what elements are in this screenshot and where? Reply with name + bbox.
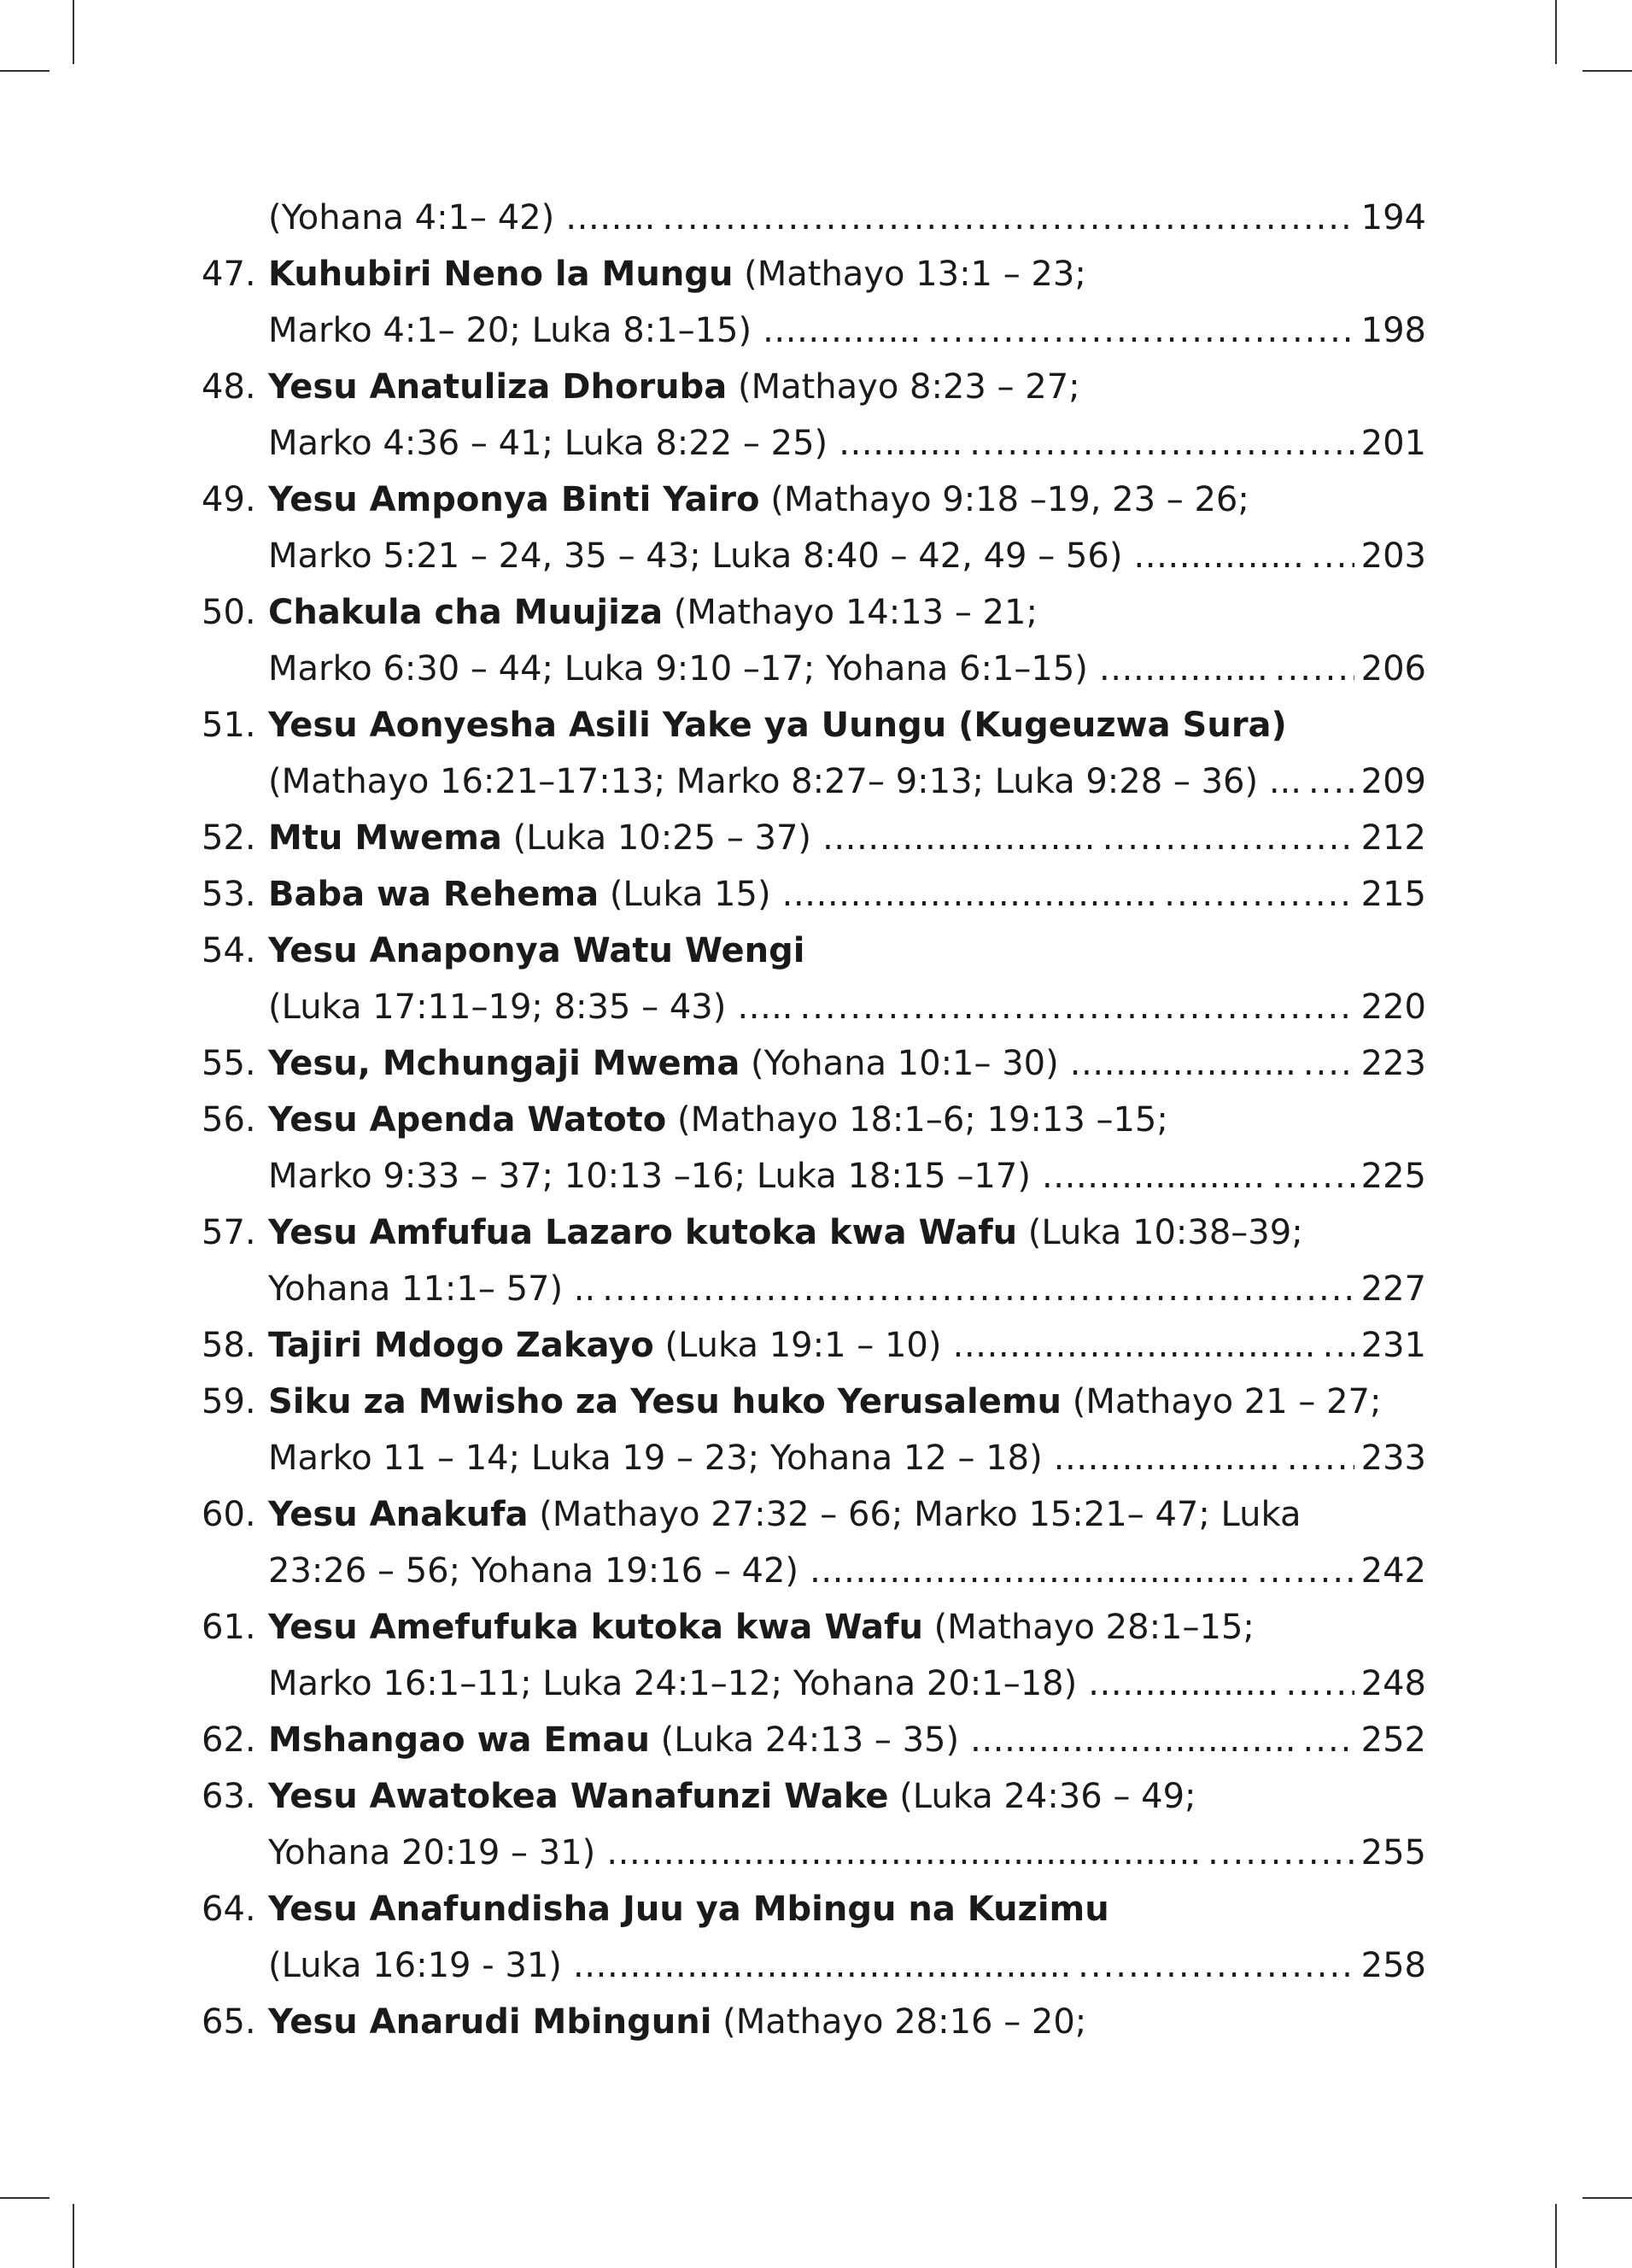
entry-number: 58. (202, 1326, 256, 1365)
leader-dots (1164, 866, 1354, 923)
entry-reference: (Luka 10:38–39; (1017, 1213, 1303, 1252)
entry-title: Yesu Anarudi Mbinguni (268, 2002, 712, 2042)
toc-entry-continuation (202, 1430, 1426, 1486)
toc-entry-heading (202, 584, 1426, 641)
entry-title: Yesu, Mchungaji Mwema (268, 1044, 740, 1083)
toc-entry-continuation (202, 190, 1426, 246)
entry-reference: (Luka 10:25 – 37) …………………… (501, 818, 1096, 858)
entry-reference: (Luka 17:11–19; 8:35 – 43) ….. (268, 987, 793, 1027)
entry-number: 54. (202, 931, 256, 970)
entry-reference: (Mathayo 8:23 – 27; (727, 367, 1080, 407)
toc-entry-main (202, 866, 1157, 923)
leader-dots (1272, 1148, 1354, 1204)
entry-number: 57. (202, 1213, 256, 1252)
crop-mark-top-left-h (0, 70, 50, 72)
toc-entry-heading (202, 359, 1426, 415)
entry-title: Chakula cha Muujiza (268, 593, 664, 632)
entry-reference: Marko 4:1– 20; Luka 8:1–15) ………….. (268, 311, 921, 350)
entry-reference: Marko 11 – 14; Luka 19 – 23; Yohana 12 – 18) ……………….. (268, 1439, 1280, 1478)
toc-entry-main (202, 810, 1096, 866)
entry-title: Yesu Amponya Binti Yairo (268, 480, 760, 519)
toc-entry-main (202, 1712, 1296, 1768)
entry-reference: (Mathayo 21 – 27; (1062, 1382, 1382, 1421)
toc-entry-main (202, 1768, 1196, 1825)
entry-title: Yesu Anakufa (268, 1495, 529, 1534)
page-number: 203 (1360, 536, 1426, 576)
page-number: 231 (1360, 1326, 1426, 1365)
toc-entry-main (202, 1881, 1109, 1937)
entry-reference: (Mathayo 9:18 –19, 23 – 26; (759, 480, 1249, 519)
entry-title: Kuhubiri Neno la Mungu (268, 255, 734, 294)
toc-entry-heading (202, 1486, 1426, 1543)
entry-reference: (Yohana 10:1– 30) ……………….. (740, 1044, 1296, 1083)
toc-entry-heading (202, 1768, 1426, 1825)
entry-reference: (Yohana 4:1– 42) …….. (268, 198, 656, 237)
toc-entry-main (202, 1035, 1296, 1092)
entry-number: 55. (202, 1044, 256, 1083)
toc-entry-continuation (202, 415, 1426, 472)
page-number: 252 (1360, 1720, 1426, 1760)
page-number: 255 (1360, 1833, 1426, 1872)
leader-dots (662, 190, 1354, 246)
leader-dots (1078, 1937, 1354, 1994)
leader-dots (1323, 1317, 1354, 1374)
toc-entry-heading (202, 1317, 1426, 1374)
entry-title: Baba wa Rehema (268, 875, 600, 914)
entry-reference: Marko 5:21 – 24, 35 – 43; Luka 8:40 – 42, 49 – 56) …………… (268, 536, 1305, 576)
toc-entry-continuation (202, 302, 1426, 359)
toc-entry-heading (202, 1599, 1426, 1656)
page-number: 209 (1360, 762, 1426, 801)
toc-entry-continuation (202, 1825, 1426, 1881)
toc-entry-continuation (202, 1148, 1426, 1204)
entry-reference: (Mathayo 13:1 – 23; (733, 255, 1086, 294)
toc-entry-continuation (202, 1656, 1426, 1712)
entry-reference: (Luka 15) …………………………… (599, 875, 1158, 914)
page-number: 242 (1360, 1551, 1426, 1591)
crop-mark-top-right (1555, 0, 1557, 64)
entry-number: 65. (202, 2002, 256, 2042)
toc-entry-heading (202, 472, 1426, 528)
toc-entry-heading (202, 1374, 1426, 1430)
entry-reference: 23:26 – 56; Yohana 19:16 – 42) ………………………......…… (268, 1551, 1251, 1591)
toc-entry-heading (202, 866, 1426, 923)
page-number: 212 (1360, 818, 1426, 858)
page-number: 198 (1360, 311, 1426, 350)
leader-dots (1257, 1543, 1354, 1599)
toc-entry-main (202, 1092, 1168, 1148)
page-number: 233 (1360, 1439, 1426, 1478)
entry-reference: Marko 4:36 – 41; Luka 8:22 – 25) ……….. (268, 424, 963, 463)
entry-number: 64. (202, 1890, 256, 1929)
entry-reference: (Luka 24:13 – 35) ………………......….. (649, 1720, 1296, 1760)
toc-entry-main (202, 246, 1086, 302)
entry-title: Tajiri Mdogo Zakayo (268, 1326, 654, 1365)
crop-mark-top-right-h (1582, 70, 1632, 72)
entry-number: 50. (202, 593, 256, 632)
toc-entry-continuation (202, 979, 1426, 1035)
toc-entry-main (202, 584, 1038, 641)
leader-dots (800, 979, 1354, 1035)
toc-entry-heading (202, 246, 1426, 302)
entry-reference: (Luka 16:19 - 31) …………………………………..... (268, 1946, 1072, 1985)
crop-mark-bottom-right (1555, 2204, 1557, 2268)
entry-number: 60. (202, 1495, 256, 1534)
entry-reference: (Mathayo 16:21–17:13; Marko 8:27– 9:13; Luka 9:28 – 36) ... (268, 762, 1302, 801)
page-number: 220 (1360, 987, 1426, 1027)
page-number: 227 (1360, 1269, 1426, 1309)
entry-reference: (Mathayo 14:13 – 21; (663, 593, 1038, 632)
toc-entry-heading (202, 1092, 1426, 1148)
crop-mark-bottom-left-h (0, 2197, 50, 2199)
toc-entry-continuation (202, 753, 1426, 810)
toc-entry-main (202, 923, 805, 979)
entry-reference: Yohana 20:19 – 31) ………….……………….............….….. (268, 1833, 1202, 1872)
entry-title: Yesu Aonyesha Asili Yake ya Uungu (Kugeuzwa Sura) (268, 706, 1287, 745)
toc-entry-main (202, 1374, 1381, 1430)
toc-entry-continuation (202, 1261, 1426, 1317)
leader-dots (602, 1261, 1354, 1317)
toc-entry-heading (202, 923, 1426, 979)
entry-title: Yesu Amfufua Lazaro kutoka kwa Wafu (268, 1213, 1018, 1252)
toc-entry-main (202, 1486, 1301, 1543)
entry-number: 53. (202, 875, 256, 914)
entry-reference: (Mathayo 28:1–15; (922, 1608, 1255, 1647)
entry-number: 47. (202, 255, 256, 294)
toc-entry-continuation (202, 1937, 1426, 1994)
toc-entry-heading (202, 697, 1426, 753)
leader-dots (927, 302, 1354, 359)
page-number: 248 (1360, 1664, 1426, 1703)
leader-dots (1208, 1825, 1354, 1881)
toc-entry-main (202, 1204, 1303, 1261)
entry-title: Yesu Apenda Watoto (268, 1100, 667, 1140)
entry-title: Siku za Mwisho za Yesu huko Yerusalemu (268, 1382, 1062, 1421)
entry-title: Yesu Anafundisha Juu ya Mbingu na Kuzimu (268, 1890, 1109, 1929)
toc-entry-heading (202, 1712, 1426, 1768)
toc-entry-heading (202, 1881, 1426, 1937)
entry-reference: (Mathayo 18:1–6; 19:13 –15; (666, 1100, 1168, 1140)
leader-dots (1303, 1712, 1354, 1768)
entry-number: 62. (202, 1720, 256, 1760)
entry-title: Yesu Amefufuka kutoka kwa Wafu (268, 1608, 923, 1647)
leader-dots (1308, 753, 1354, 810)
leader-dots (1311, 528, 1354, 584)
toc-entry-main (202, 1994, 1086, 2050)
entry-title: Mtu Mwema (268, 818, 502, 858)
entry-title: Yesu Anaponya Watu Wengi (268, 931, 805, 970)
entry-number: 52. (202, 818, 256, 858)
leader-dots (1287, 1430, 1354, 1486)
leader-dots (1286, 1656, 1354, 1712)
entry-reference: (Luka 24:36 – 49; (888, 1777, 1196, 1816)
toc-entry-main (202, 697, 1287, 753)
toc-entry-heading (202, 810, 1426, 866)
entry-number: 49. (202, 480, 256, 519)
entry-title: Mshangao wa Emau (268, 1720, 650, 1760)
toc-entry-main (202, 472, 1249, 528)
toc-entry-continuation (202, 641, 1426, 697)
toc-entry-heading (202, 1994, 1426, 2050)
toc-entry-main (202, 359, 1080, 415)
entry-number: 63. (202, 1777, 256, 1816)
entry-number: 59. (202, 1382, 256, 1421)
page-number: 201 (1360, 424, 1426, 463)
entry-number: 51. (202, 706, 256, 745)
page-number: 206 (1360, 649, 1426, 689)
toc-entry-heading (202, 1204, 1426, 1261)
entry-title: Yesu Anatuliza Dhoruba (268, 367, 728, 407)
toc-entry-main (202, 1599, 1255, 1656)
table-of-contents (202, 190, 1426, 2050)
entry-reference: Marko 16:1–11; Luka 24:1–12; Yohana 20:1–18) ……….....… (268, 1664, 1279, 1703)
toc-entry-continuation (202, 1543, 1426, 1599)
leader-dots (969, 415, 1354, 472)
entry-number: 56. (202, 1100, 256, 1140)
page-number: 215 (1360, 875, 1426, 914)
entry-title: Yesu Awatokea Wanafunzi Wake (268, 1777, 889, 1816)
leader-dots (1303, 1035, 1354, 1092)
entry-number: 61. (202, 1608, 256, 1647)
entry-reference: Marko 6:30 – 44; Luka 9:10 –17; Yohana 6:1–15) …………... (268, 649, 1268, 689)
leader-dots (1103, 810, 1354, 866)
toc-entry-continuation (202, 528, 1426, 584)
crop-mark-top-left (73, 0, 74, 64)
entry-number: 48. (202, 367, 256, 407)
entry-reference: (Mathayo 28:16 – 20; (711, 2002, 1087, 2042)
entry-reference: Marko 9:33 – 37; 10:13 –16; Luka 18:15 –17) ………........… (268, 1157, 1266, 1196)
page-number: 258 (1360, 1946, 1426, 1985)
entry-reference: (Mathayo 27:32 – 66; Marko 15:21– 47; Luka (528, 1495, 1302, 1534)
crop-mark-bottom-left (73, 2204, 74, 2268)
leader-dots (1275, 641, 1354, 697)
toc-entry-main (202, 1317, 1316, 1374)
entry-reference: (Luka 19:1 – 10) …………………..……… (653, 1326, 1316, 1365)
page-number: 194 (1360, 198, 1426, 237)
page-number: 223 (1360, 1044, 1426, 1083)
entry-reference: Yohana 11:1– 57) .. (268, 1269, 596, 1309)
toc-entry-heading (202, 1035, 1426, 1092)
crop-mark-bottom-right-h (1582, 2197, 1632, 2199)
page-number: 225 (1360, 1157, 1426, 1196)
